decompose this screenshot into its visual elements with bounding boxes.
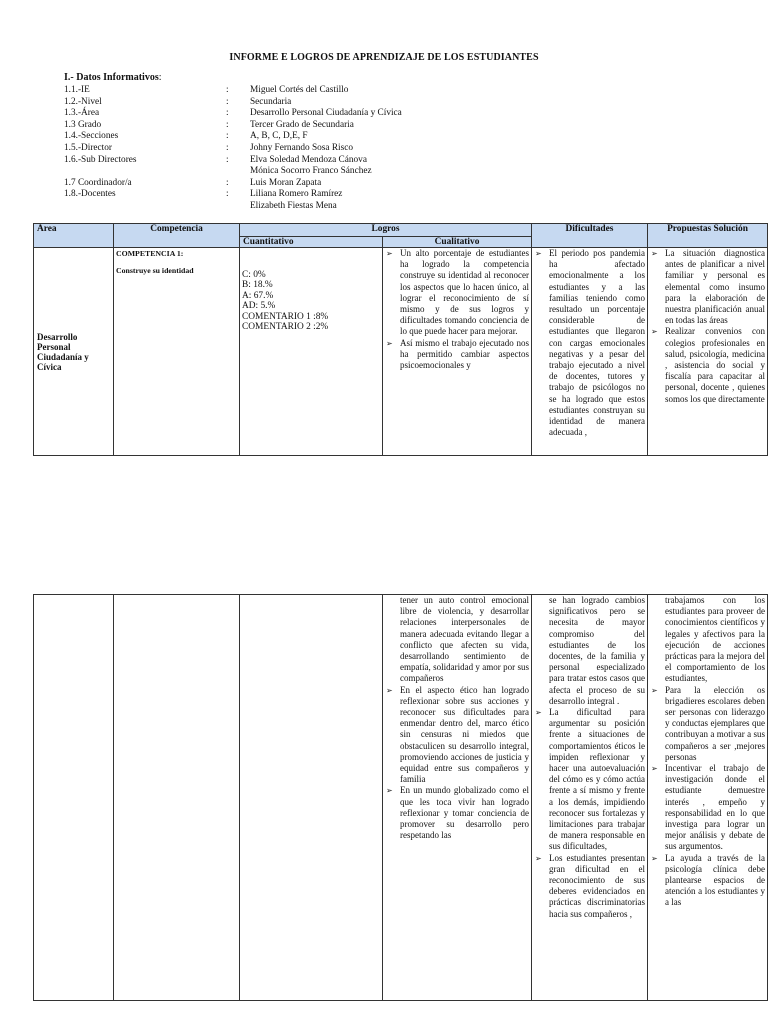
info-separator: : — [226, 189, 229, 200]
list-item-text: tener un auto control emocional libre de violencia, y desarrollar relaciones interpersonales de manera adecuada evitando llegar a conflicto que afecten su vida, desarrollando sentimiento de empatía, solidaridad y amor por sus compañeros — [400, 595, 529, 684]
list-item — [650, 326, 765, 404]
info-separator: : — [226, 108, 229, 119]
list-item — [650, 763, 765, 853]
arrow-bullet-icon: ➢ — [386, 786, 393, 796]
cuantitativo-value: A: 67.% — [242, 290, 274, 301]
info-row — [64, 155, 464, 167]
arrow-bullet-icon: ➢ — [651, 853, 658, 863]
arrow-bullet-icon: ➢ — [651, 685, 658, 695]
info-label: 1.3.-Área — [64, 108, 100, 119]
list-item — [534, 707, 645, 853]
cuantitativo-value: B: 18.% — [242, 280, 273, 291]
cuantitativo-value: COMENTARIO 2 :2% — [242, 322, 329, 333]
list-item-text: Los estudiantes presentan gran dificultad en el reconocimiento de sus deberes evidenciados en prácticas discriminatorias hacia sus compañeros , — [549, 852, 645, 919]
list-item-text: En un mundo globalizado como el que les toca vivir han logrado reflexionar y tomar conciencia de promover su desarrollo pero respetando las — [400, 785, 529, 841]
cuantitativo-value: COMENTARIO 1 :8% — [242, 311, 329, 322]
header-dificultades: Dificultades — [532, 224, 648, 248]
arrow-bullet-icon: ➢ — [535, 249, 542, 258]
info-row — [64, 97, 464, 109]
competencia-cell-empty — [114, 595, 240, 1001]
list-item — [650, 685, 765, 763]
arrow-bullet-icon: ➢ — [535, 853, 542, 863]
list-item — [534, 853, 645, 920]
info-value: Mónica Socorro Franco Sánchez — [250, 166, 372, 177]
list-item — [534, 248, 645, 438]
info-row — [64, 131, 464, 143]
info-label: 1.3 Grado — [64, 119, 102, 130]
arrow-bullet-icon: ➢ — [651, 764, 658, 774]
list-item-text: La dificultad para argumentar su posición frente a situaciones de comportamientos éticos le impiden reflexionar y hacer una autoevaluación del cómo es y cómo actúa frente a sí mismo y frente a los demás, impidiendo reconocer sus fortalezas y limitaciones para trabajar de manera responsable en sus dificultades, — [549, 707, 645, 852]
arrow-bullet-icon: ➢ — [386, 338, 393, 348]
info-row — [64, 120, 464, 132]
dificultades-cell — [532, 595, 648, 1001]
info-heading-colon: : — [158, 72, 162, 83]
list-item — [385, 595, 529, 685]
competencia-cell — [114, 248, 240, 456]
cuantitativo-cell-empty — [240, 595, 383, 1001]
dificultades-cell — [532, 248, 648, 456]
list-item-text: trabajamos con los estudiantes para proveer de conocimientos científicos y legales y afectivos para la ejecución de acciones prácticas para la mejora del el comportamiento de los estudiantes, — [665, 595, 765, 684]
header-propuestas: Propuestas Solución — [648, 224, 768, 248]
area-cell-empty — [34, 595, 114, 1001]
info-value: Luis Moran Zapata — [250, 177, 322, 188]
list-item — [534, 595, 645, 707]
list-item-text: En el aspecto ético han logrado reflexionar sobre sus acciones y reconocer sus dificultades para enmendar dentro del, marco ético sin censuras ni miedos que obstaculicen su desarrollo integral, promoviendo acciones de justicia y equidad entre sus compañeros y familia — [400, 684, 529, 785]
info-value: Miguel Cortés del Castillo — [250, 85, 349, 95]
info-row — [64, 189, 464, 201]
propuestas-cell — [648, 595, 768, 1001]
info-value: Tercer Grado de Secundaria — [250, 119, 354, 130]
area-cell: Desarrollo Personal Ciudadanía y Cívica — [34, 248, 114, 456]
report-table-page-2 — [33, 594, 768, 1001]
info-label: 1.1.-IE — [64, 85, 90, 95]
info-value: Elva Soledad Mendoza Cánova — [250, 154, 367, 165]
info-value: Secundaria — [250, 96, 292, 107]
list-item-text: Para la elección os brigadieres escolares deben ser personas con liderazgo y conductas ejemplares que contribuyan a motivar a sus compañeros a ser ,mejores personas — [665, 684, 765, 762]
info-separator: : — [226, 119, 229, 130]
info-row — [64, 201, 464, 213]
info-value: Johny Fernando Sosa Risco — [250, 143, 354, 153]
list-item — [385, 685, 529, 786]
arrow-bullet-icon: ➢ — [651, 249, 658, 258]
propuestas-cell — [648, 248, 768, 456]
info-row — [64, 143, 464, 155]
list-item-text: La situación diagnostica antes de planificar a nivel familiar y personal es elemental como insumo para la elaboración de nuestra planificación anual en todas las áreas — [665, 248, 765, 326]
info-heading-text: I.- Datos Informativos — [64, 72, 159, 83]
list-item-text: El periodo pos pandemia ha afectado emocionalmente a los estudiantes y a las familias teniendo como resultado un porcentaje considerable de estudiantes que llegaron con cargas emocionales negativas y a pesar del trabajo ejecutado a nivel de docentes, tutores y trabajo de psicólogos no se ha logrado que estos estudiantes construyan su identidad de manera adecuada , — [549, 248, 645, 438]
cuantitativo-cell — [240, 248, 383, 456]
header-competencia: Competencia — [114, 224, 240, 248]
info-label: 1.2.-Nivel — [64, 96, 102, 107]
competencia-title: COMPETENCIA 1: — [116, 249, 184, 258]
info-separator: : — [226, 131, 229, 142]
info-label: 1.4.-Secciones — [64, 131, 119, 142]
list-item-text: se han logrado cambios significativos pero se necesita de mayor compromiso del estudiantes de los docentes, de la familia y personal especializado para tratar estos casos que afecta el proceso de su desarrollo integral . — [549, 595, 645, 706]
list-item — [650, 595, 765, 685]
list-item — [385, 338, 529, 372]
info-label: 1.7 Coordinador/a — [64, 177, 132, 188]
info-separator: : — [226, 96, 229, 107]
info-separator: : — [226, 177, 229, 188]
table-row — [34, 595, 768, 1001]
cuantitativo-value: AD: 5.% — [242, 301, 276, 312]
arrow-bullet-icon: ➢ — [651, 327, 658, 337]
header-area: Área — [34, 224, 114, 248]
list-item — [650, 853, 765, 909]
header-cuantitativo: Cuantitativo — [240, 237, 383, 248]
info-value: A, B, C, D,E, F — [250, 131, 308, 142]
list-item — [385, 785, 529, 841]
page-title: INFORME E LOGROS DE APRENDIZAJE DE LOS ESTUDIANTES — [229, 52, 539, 63]
list-item-text: Así mismo el trabajo ejecutado nos ha permitido cambiar aspectos psicoemocionales y — [400, 337, 529, 371]
info-row — [64, 166, 464, 178]
competencia-name: Construye su identidad — [116, 266, 194, 275]
table-row — [34, 248, 768, 456]
list-item — [650, 248, 765, 326]
arrow-bullet-icon: ➢ — [535, 708, 542, 718]
info-row — [64, 178, 464, 190]
info-row — [64, 108, 464, 120]
info-label: 1.5.-Director — [64, 143, 113, 153]
list-item-text: Realizar convenios con colegios profesionales en salud, psicología, medicina , asistencia do social y fiscalía para capacitar al personal, docente , quienes somos los que directamente — [665, 326, 765, 404]
header-cualitativo: Cualitativo — [383, 237, 532, 248]
info-value: Liliana Romero Ramírez — [250, 189, 343, 200]
list-item — [385, 248, 529, 338]
info-value: Desarrollo Personal Ciudadanía y Cívica — [250, 108, 402, 119]
info-separator: : — [226, 143, 229, 153]
info-separator: : — [226, 85, 229, 95]
list-item-text: Un alto porcentaje de estudiantes ha logrado la competencia construye su identidad al reconocer los aspectos que lo hacen único, al lograr el reconocimiento de sí mismo y de sus logros y dificultades tomando conciencia de lo que puede hacer para mejorar. — [400, 248, 529, 337]
arrow-bullet-icon: ➢ — [386, 685, 393, 695]
info-row — [64, 85, 464, 97]
cualitativo-cell — [383, 248, 532, 456]
info-label: 1.6.-Sub Directores — [64, 154, 137, 165]
list-item-text: La ayuda a través de la psicología clínica debe plantearse espacios de atención a los estudiantes y a las — [665, 852, 765, 908]
info-value: Elizabeth Fiestas Mena — [250, 201, 337, 211]
arrow-bullet-icon: ➢ — [386, 249, 393, 258]
header-logros: Logros — [240, 224, 532, 237]
info-label: 1.8.-Docentes — [64, 189, 116, 200]
report-table-page-1 — [33, 223, 768, 456]
info-separator: : — [226, 154, 229, 165]
list-item-text: Incentivar el trabajo de investigación donde el estudiante demuestre interés , empeño y responsabilidad en lo que investiga para lograr un mejor análisis y debate de sus argumentos. — [665, 763, 765, 852]
cualitativo-cell — [383, 595, 532, 1001]
cuantitativo-value: C: 0% — [242, 270, 266, 280]
info-heading — [64, 72, 162, 83]
